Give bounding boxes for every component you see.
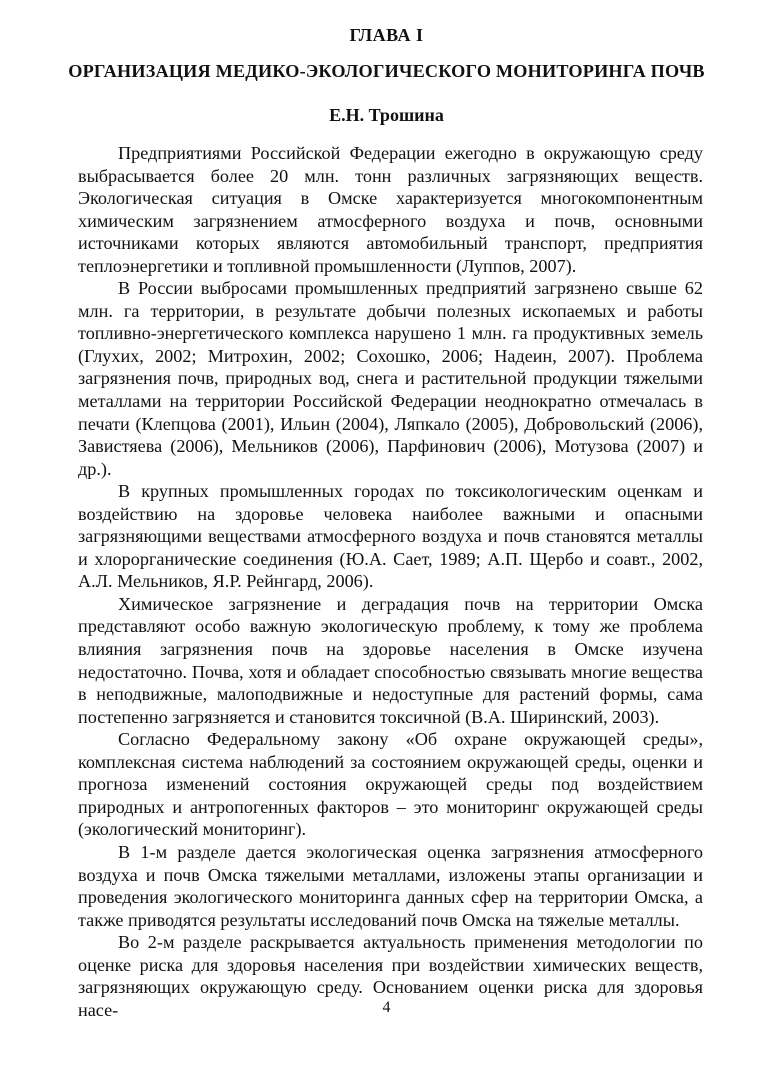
page-number: 4 (382, 999, 391, 1016)
author-name: Е.Н. Трошина (329, 105, 444, 125)
paragraph: В крупных промышленных городах по токсикологическим оценкам и воздействию на здоровье человека наиболее важными и опасными загрязняющими веществами атмосферного воздуха и почв становятся металлы и хлорорганические соединения (Ю.А. Сает, 1989; А.П. Щербо и соавт., 2002, А.Л. Мельников, Я.Р. Рейнгард, 2006). (78, 481, 703, 592)
paragraph: В 1-м разделе дается экологическая оценка загрязнения атмосферного воздуха и почв Омска тяжелыми металлами, изложены этапы организации и проведения экологического мониторинга данных сфер на территории Омска, а также приводятся результаты исследований почв Омска на тяжелые металлы. (78, 841, 703, 930)
chapter-heading: ГЛАВА I (349, 25, 424, 45)
paragraph: Согласно Федеральному закону «Об охране окружающей среды», комплексная система наблюдений за состоянием окружающей среды, оценки и прогноза изменений состояния окружающей среды под воздействием природных и антропогенных факторов – это мониторинг окружающей среды (экологический мониторинг). (78, 729, 703, 840)
paragraph: Предприятиями Российской Федерации ежегодно в окружающую среду выбрасывается более 20 млн. тонн различных загрязняющих веществ. Экологическая ситуация в Омске характеризуется многокомпонентным химическим загрязнением атмосферного воздуха и почв, основными источниками которых являются автомобильный транспорт, предприятия теплоэнергетики и топливной промышленности (Луппов, 2007). (78, 143, 703, 276)
chapter-title: ОРГАНИЗАЦИЯ МЕДИКО-ЭКОЛОГИЧЕСКОГО МОНИТОРИНГА ПОЧВ (68, 61, 705, 81)
paragraph: В России выбросами промышленных предприятий загрязнено свыше 62 млн. га территории, в результате добычи полезных ископаемых и работы топливно-энергетического комплекса нарушено 1 млн. га продуктивных земель (Глухих, 2002; Митрохин, 2002; Сохошко, 2006; Надеин, 2007). Проблема загрязнения почв, природных вод, снега и растительной продукции тяжелыми металлами на территории Российской Федерации неоднократно отмечалась в печати (Клепцова (2001), Ильин (2004), Ляпкало (2005), Добровольский (2006), Завистяева (2006), Мельников (2006), Парфинович (2006), Мотузова (2007) и др.). (78, 278, 703, 479)
body-text (78, 142, 703, 1021)
paragraph: Во 2-м разделе раскрывается актуальность применения методологии по оценке риска для здоровья населения при воздействии химических веществ, загрязняющих окружающую среду. Основанием оценки риска для здоровья насе- (78, 932, 703, 1020)
paragraph: Химическое загрязнение и деградация почв на территории Омска представляют особо важную экологическую проблему, к тому же проблема влияния загрязнения почв на здоровье населения в Омске изучена недостаточно. Почва, хотя и обладает способностью связывать многие вещества в неподвижные, малоподвижные и недоступные для растений формы, сама постепенно загрязняется и становится токсичной (В.А. Ширинский, 2003). (78, 593, 703, 727)
